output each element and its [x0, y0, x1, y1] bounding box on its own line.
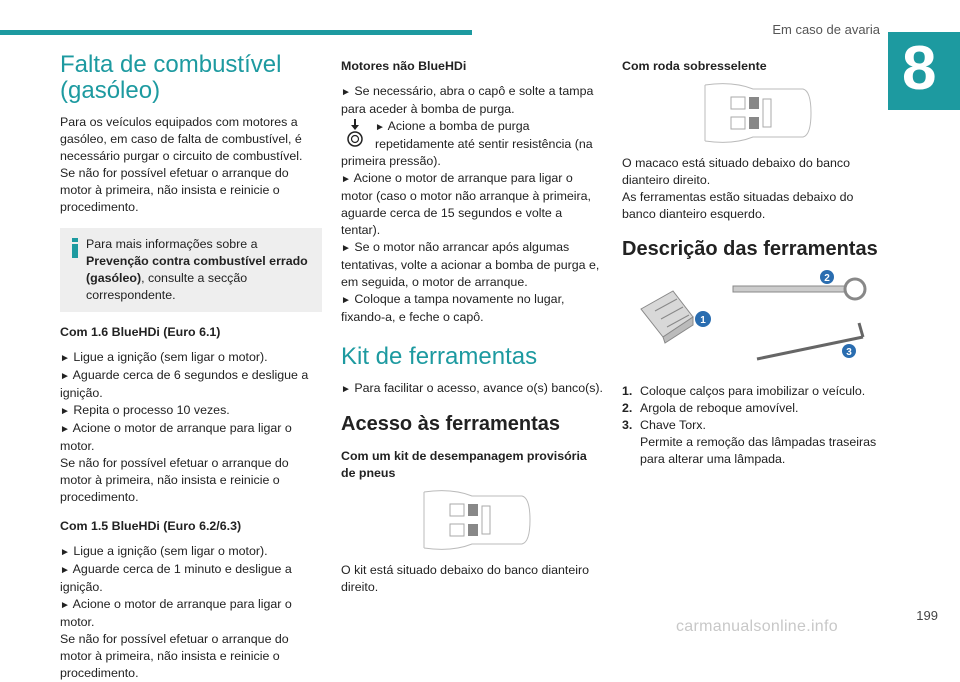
- column-3: [622, 52, 884, 468]
- step: ► Se necessário, abra o capô e solte a tampa para aceder à bomba de purga.: [341, 84, 594, 116]
- header-bar: [0, 30, 472, 35]
- step: ► Se o motor não arrancar após algumas tentativas, volte a acionar a bomba de purga e, em seguida, o motor de arranque.: [341, 240, 600, 289]
- list-item: 3. Chave Torx.: [622, 418, 706, 432]
- step: ► Ligue a ignição (sem ligar o motor).: [60, 544, 268, 558]
- step: ► Para facilitar o acesso, avance o(s) banco(s).: [341, 381, 603, 395]
- callout-2-label: 2: [824, 273, 830, 284]
- fuel-shortage-title: Falta de combustível (gasóleo): [60, 51, 282, 104]
- bullet-arrow-icon: ►: [60, 547, 70, 558]
- info-link-text: Prevenção contra combustível errado (gasóleo): [86, 254, 308, 285]
- car-seat-location-image: [412, 490, 532, 550]
- column-2: [341, 52, 603, 596]
- intro-paragraph: Para os veículos equipados com motores a gasóleo, em caso de falta de combustível, é necessário purgar o circuito de combustível.: [60, 115, 303, 163]
- bullet-arrow-icon: ►: [375, 122, 385, 133]
- info-text: Para mais informações sobre a Prevenção contra combustível errado (gasóleo), consulte a secção correspondente.: [86, 237, 308, 302]
- step: ► Coloque a tampa novamente no lugar, fixando-a, e feche o capô.: [341, 292, 565, 324]
- step: ► Acione o motor de arranque para ligar o motor.: [60, 421, 292, 453]
- bullet-arrow-icon: ►: [341, 295, 351, 306]
- tools-location-text: As ferramentas estão situadas debaixo do banco dianteiro esquerdo.: [622, 190, 854, 221]
- heading-non-bluehdi: Motores não BlueHDi: [341, 59, 467, 73]
- list-item-sub: Permite a remoção das lâmpadas traseiras para alterar uma lâmpada.: [640, 435, 877, 466]
- bullet-arrow-icon: ►: [60, 406, 70, 417]
- step: ► Aguarde cerca de 1 minuto e desligue a ignição.: [60, 562, 292, 594]
- heading-16-bluehdi: Com 1.6 BlueHDi (Euro 6.1): [60, 325, 221, 339]
- info-icon: [72, 238, 78, 258]
- wheel-chock-image: [641, 291, 693, 343]
- bullet-arrow-icon: ►: [60, 600, 70, 611]
- tools-description-title: Descrição das ferramentas: [622, 238, 878, 260]
- note: Se não for possível efetuar o arranque do motor à primeira, não insista e reinicie o procedimento.: [60, 632, 289, 680]
- bullet-arrow-icon: ►: [60, 565, 70, 576]
- bullet-arrow-icon: ►: [60, 424, 70, 435]
- bullet-arrow-icon: ►: [341, 87, 351, 98]
- bullet-arrow-icon: ►: [341, 174, 351, 185]
- info-box: [60, 228, 322, 312]
- callout-1-label: 1: [700, 315, 706, 326]
- tool-access-title: Acesso às ferramentas: [341, 413, 561, 435]
- towing-eye-image: [733, 279, 865, 299]
- intro-paragraph-2: Se não for possível efetuar o arranque do motor à primeira, não insista e reinicie o procedimento.: [60, 166, 289, 214]
- heading-15-bluehdi: Com 1.5 BlueHDi (Euro 6.2/6.3): [60, 519, 242, 533]
- toolkit-title: Kit de ferramentas: [341, 343, 538, 370]
- tools-illustration: [633, 271, 873, 371]
- page-number: 199: [916, 608, 938, 623]
- car-seat-location-image: [693, 83, 813, 143]
- chapter-number-badge: 8: [888, 32, 960, 110]
- step: ► Acione a bomba de purga repetidamente até sentir resistência (na primeira pressão).: [341, 119, 593, 168]
- note: Se não for possível efetuar o arranque do motor à primeira, não insista e reinicie o procedimento.: [60, 456, 289, 504]
- section-title: Em caso de avaria: [772, 22, 880, 37]
- step: ► Ligue a ignição (sem ligar o motor).: [60, 350, 268, 364]
- step: ► Acione o motor de arranque para ligar o motor (caso o motor não arranque à primeira, aguarde cerca de 15 segundos e volte a tentar).: [341, 171, 591, 237]
- purge-pump-icon: [341, 118, 369, 148]
- heading-repair-kit: Com um kit de desempanagem provisória de pneus: [341, 449, 587, 480]
- tools-list: [622, 383, 884, 468]
- kit-location-text: O kit está situado debaixo do banco dianteiro direito.: [341, 563, 589, 594]
- list-item: 1. Coloque calços para imobilizar o veículo.: [622, 384, 866, 398]
- bullet-arrow-icon: ►: [341, 384, 351, 395]
- list-item: 2. Argola de reboque amovível.: [622, 401, 799, 415]
- bullet-arrow-icon: ►: [341, 243, 351, 254]
- column-1: [60, 52, 322, 682]
- step: ► Acione o motor de arranque para ligar o motor.: [60, 597, 292, 629]
- bullet-arrow-icon: ►: [60, 371, 70, 382]
- bullet-arrow-icon: ►: [60, 353, 70, 364]
- jack-location-text: O macaco está situado debaixo do banco dianteiro direito.: [622, 156, 850, 187]
- step: ► Aguarde cerca de 6 segundos e desligue a ignição.: [60, 368, 309, 400]
- heading-spare-wheel: Com roda sobresselente: [622, 59, 767, 73]
- watermark: carmanualsonline.info: [676, 618, 838, 635]
- step: ► Repita o processo 10 vezes.: [60, 403, 230, 417]
- callout-3-label: 3: [846, 347, 852, 358]
